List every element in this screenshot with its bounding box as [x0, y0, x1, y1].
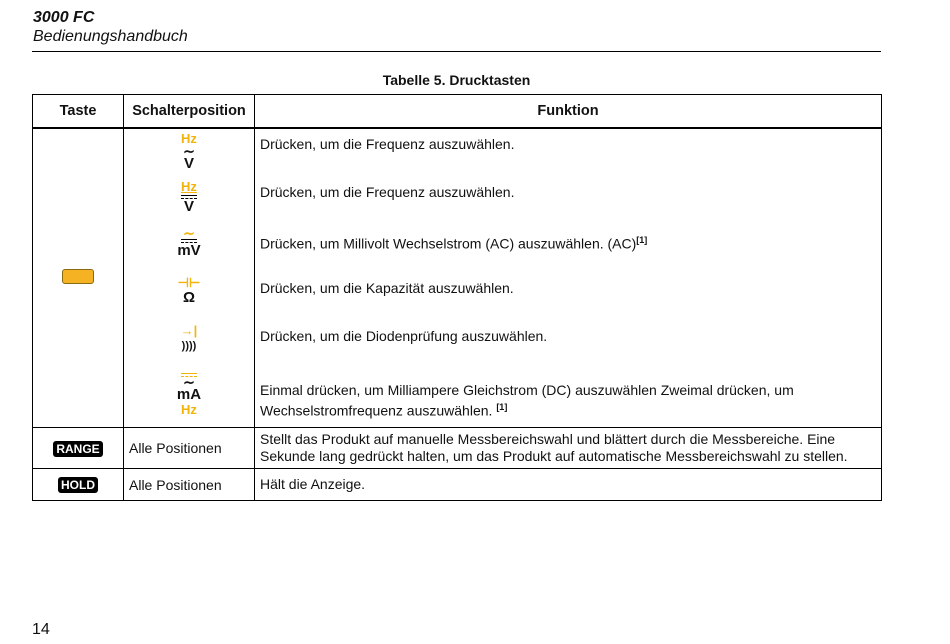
- yellow-key-cell: [33, 128, 124, 428]
- ac-wave-icon: ∼: [183, 374, 195, 390]
- footnote-ref: [1]: [636, 235, 648, 245]
- manual-title: Bedienungshandbuch: [33, 28, 188, 45]
- symbol-hz-dc-v: Hz V: [181, 179, 197, 215]
- diode-icon: →|: [180, 323, 198, 338]
- switch-positions-cell: [124, 128, 255, 428]
- range-key-label: RANGE: [53, 441, 102, 457]
- hold-key-cell: [33, 469, 124, 501]
- table-caption: Tabelle 5. Drucktasten: [382, 72, 531, 88]
- table-header-row: [33, 95, 882, 129]
- hold-position: Alle Positionen: [124, 469, 255, 501]
- symbol-ma-hz: ∼ mA Hz: [124, 373, 254, 427]
- capacitor-icon: ⊣⊢: [177, 275, 201, 290]
- symbol-mv: ∼ mV: [124, 228, 254, 276]
- range-position: Alle Positionen: [124, 428, 255, 469]
- header-rule: [32, 51, 881, 52]
- model-name: 3000 FC: [33, 9, 95, 26]
- dc-dashes-icon: [181, 239, 197, 242]
- table-row-yellow-key: [33, 128, 882, 428]
- symbol-capacitance-ohm: ⊣⊢ Ω: [124, 276, 254, 324]
- function-text: Drücken, um die Frequenz auszuwählen.: [260, 136, 515, 152]
- function-text: Drücken, um die Kapazität auszuwählen.: [260, 280, 514, 296]
- range-function: Stellt das Produkt auf manuelle Messbereichswahl und blättert durch die Messbereiche. Eine Sekunde lang gedrückt halten, um das Produkt auf automatische Messbereichswahl zu stellen.: [255, 428, 882, 469]
- pushbutton-table: [32, 94, 882, 501]
- yellow-key-icon: [62, 269, 94, 284]
- table-row-hold: [33, 469, 882, 501]
- function-text: Einmal drücken, um Milliampere Gleichstrom (DC) auszuwählen Zweimal drücken, um Wechselstromfrequenz auszuwählen. [1]: [260, 382, 794, 419]
- range-key-cell: [33, 428, 124, 469]
- ac-wave-icon: ∼: [183, 143, 195, 159]
- dc-dashes-icon: [181, 195, 197, 198]
- table-row-range: [33, 428, 882, 469]
- footnote-ref: [1]: [496, 402, 508, 412]
- continuity-icon: )))): [181, 340, 197, 352]
- symbol-diode-continuity: [124, 324, 254, 372]
- ac-wave-icon: ∼: [183, 225, 195, 241]
- dc-dashes-icon: [181, 373, 197, 376]
- hold-function: Hält die Anzeige.: [255, 469, 882, 501]
- header-funktion: Funktion: [255, 95, 882, 129]
- page-header: [33, 8, 188, 46]
- header-taste: Taste: [33, 95, 124, 129]
- function-text: Drücken, um die Diodenprüfung auszuwählen.: [260, 328, 548, 344]
- function-text: Drücken, um Millivolt Wechselstrom (AC) auszuwählen. (AC)[1]: [260, 235, 648, 252]
- function-text: Drücken, um die Frequenz auszuwählen.: [260, 184, 515, 200]
- page-number: 14: [32, 621, 50, 638]
- function-cell: [255, 128, 882, 428]
- header-schalterposition: Schalterposition: [124, 95, 255, 129]
- symbol-hz-ac-v: Hz ∼ V: [124, 132, 254, 180]
- hold-key-label: HOLD: [58, 477, 98, 493]
